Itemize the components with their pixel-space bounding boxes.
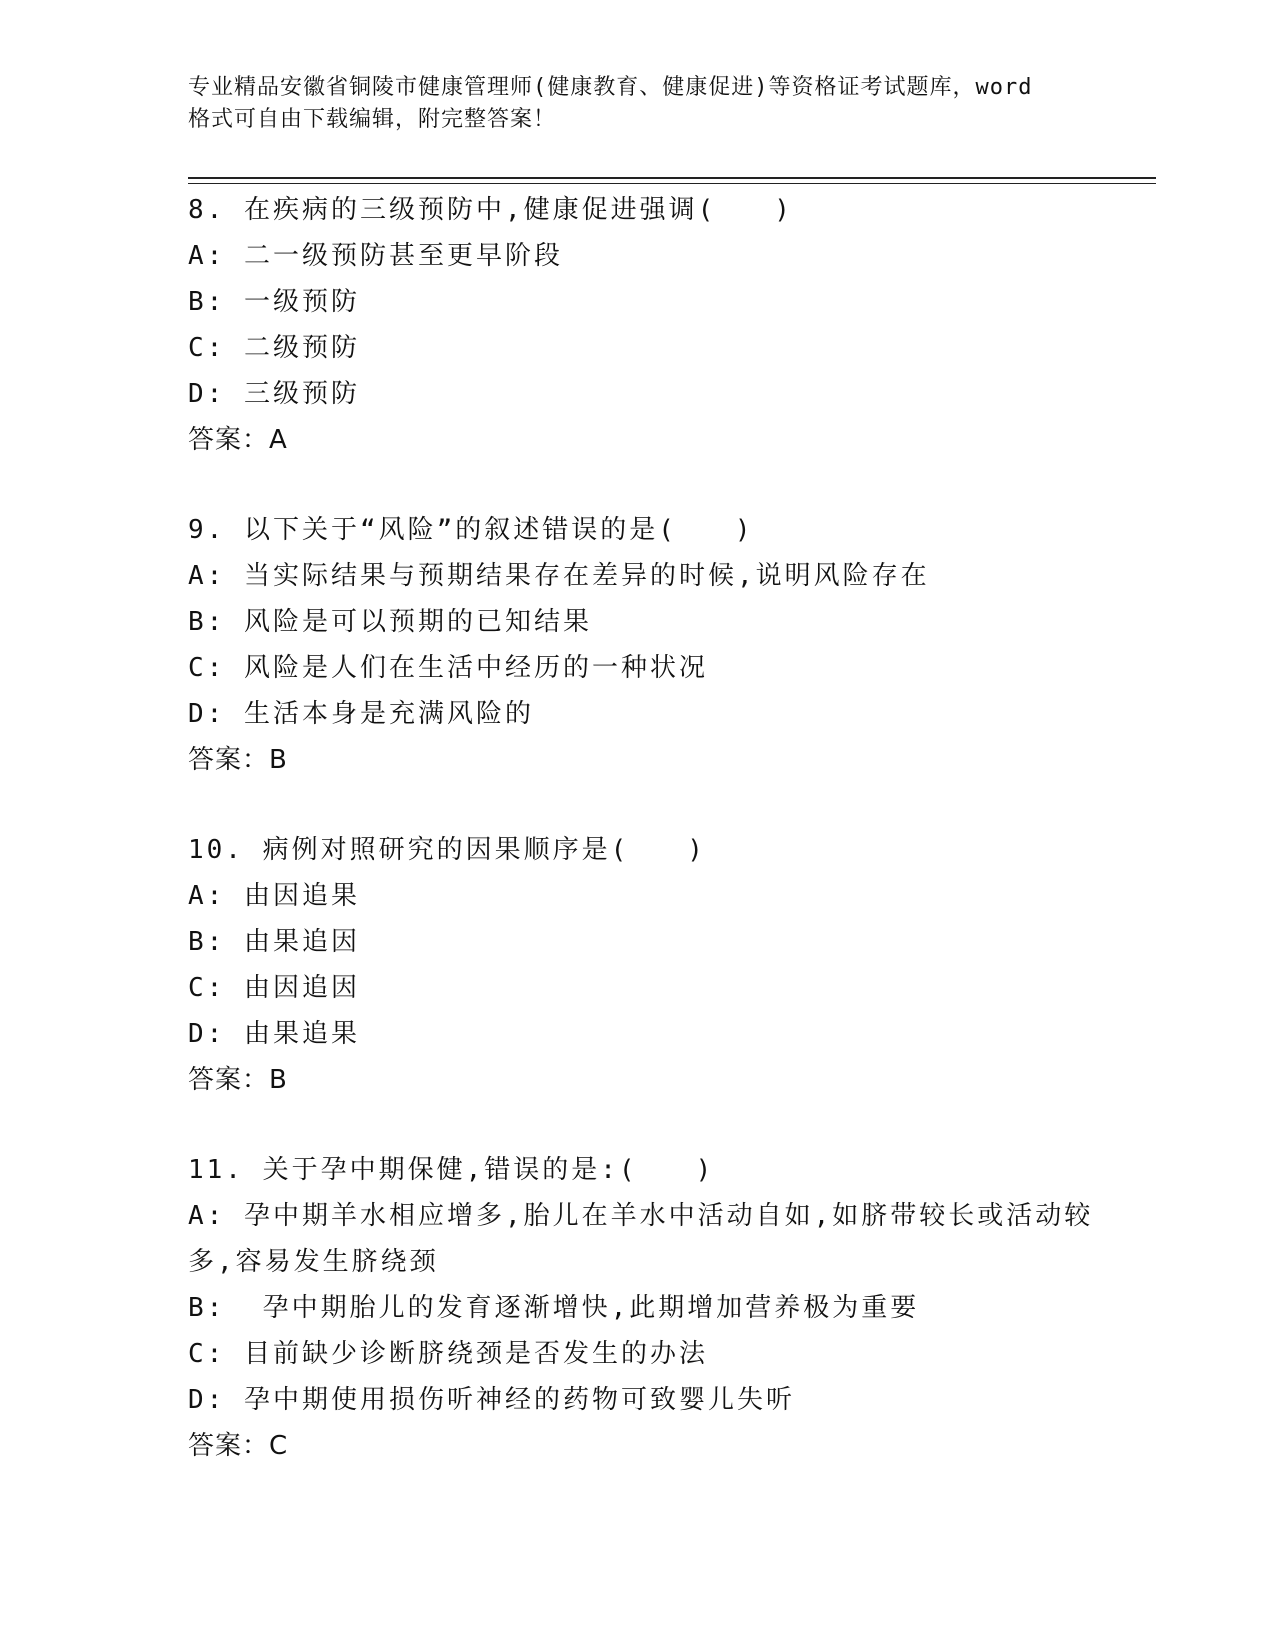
option-a-continued: 多,容易发生脐绕颈 <box>188 1247 439 1277</box>
answer-key: 答案：C <box>188 1431 289 1461</box>
option-d: D: 三级预防 <box>188 379 360 409</box>
option-c: C: 二级预防 <box>188 333 360 363</box>
option-b: B: 由果追因 <box>188 927 360 957</box>
option-d: D: 由果追果 <box>188 1019 360 1049</box>
question-stem: 10. 病例对照研究的因果顺序是( ) <box>188 835 706 865</box>
option-c: C: 目前缺少诊断脐绕颈是否发生的办法 <box>188 1339 708 1369</box>
question-stem: 9. 以下关于“风险”的叙述错误的是( ) <box>188 515 754 545</box>
header-divider-thick <box>188 177 1156 179</box>
question-9 <box>188 507 1098 783</box>
question-stem: 11. 关于孕中期保健,错误的是:( ) <box>188 1155 715 1185</box>
option-a: A: 孕中期羊水相应增多,胎儿在羊水中活动自如,如脐带较长或活动较 <box>188 1201 1094 1231</box>
option-b: B: 孕中期胎儿的发育逐渐增快,此期增加营养极为重要 <box>188 1293 920 1323</box>
document-header <box>188 72 1088 136</box>
question-stem: 8. 在疾病的三级预防中,健康促进强调( ) <box>188 195 793 225</box>
option-b: B: 一级预防 <box>188 287 360 317</box>
question-8 <box>188 187 1098 463</box>
option-d: D: 生活本身是充满风险的 <box>188 699 534 729</box>
question-list <box>188 187 1098 1513</box>
option-c: C: 由因追因 <box>188 973 360 1003</box>
answer-key: 答案：A <box>188 425 288 455</box>
option-a: A: 由因追果 <box>188 881 360 911</box>
header-line-1: 专业精品安徽省铜陵市健康管理师(健康教育、健康促进)等资格证考试题库，word <box>188 75 1033 100</box>
header-divider-thin <box>188 183 1156 184</box>
header-line-2: 格式可自由下载编辑，附完整答案！ <box>188 107 557 132</box>
option-a: A: 当实际结果与预期结果存在差异的时候,说明风险存在 <box>188 561 930 591</box>
option-c: C: 风险是人们在生活中经历的一种状况 <box>188 653 708 683</box>
question-11 <box>188 1147 1098 1469</box>
option-a: A: 二一级预防甚至更早阶段 <box>188 241 563 271</box>
question-10 <box>188 827 1098 1103</box>
answer-key: 答案：B <box>188 745 288 775</box>
option-d: D: 孕中期使用损伤听神经的药物可致婴儿失听 <box>188 1385 795 1415</box>
option-b: B: 风险是可以预期的已知结果 <box>188 607 592 637</box>
answer-key: 答案：B <box>188 1065 288 1095</box>
